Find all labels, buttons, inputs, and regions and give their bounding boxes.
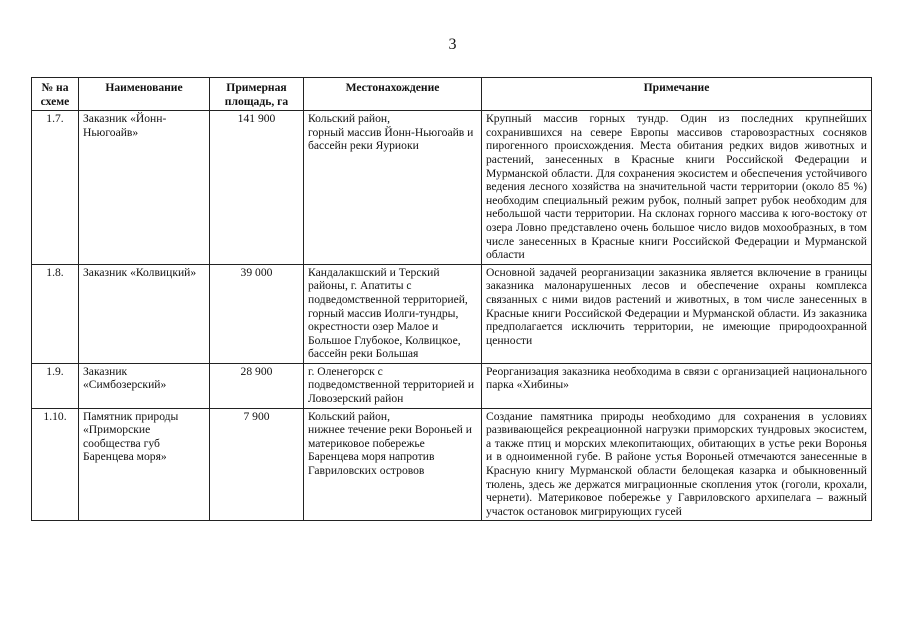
row-num: 1.10. (32, 408, 79, 521)
row-name: Заказник «Йонн-Ньюгоайв» (79, 111, 210, 265)
row-name: Заказник «Колвицкий» (79, 264, 210, 363)
row-location: г. Оленегорск с подведомственной территорией и Ловозерский район (304, 363, 482, 408)
row-num: 1.8. (32, 264, 79, 363)
header-location: Местонахождение (304, 78, 482, 111)
header-name: Наименование (79, 78, 210, 111)
header-num: № на схеме (32, 78, 79, 111)
row-location: Кандалакшский и Терский районы, г. Апатиты с подведомственной территорией, горный массив Иолги-тундры, окрестности озер Малое и Большое Глубокое, Колвицкое, бассейн реки Большая (304, 264, 482, 363)
row-note: Основной задачей реорганизации заказника является включение в границы заказника малонарушенных лесов и обеспечение охраны комплекса связанных с ними видов растений и животных, в том числе занесенных в Красные книги Российской Федерации и Мурманской области. Из заказника предполагается исключить территории, не имеющие природоохранной ценности (482, 264, 872, 363)
row-note: Крупный массив горных тундр. Один из последних крупнейших сохранившихся на севере Европы массивов старовозрастных сосняков пирогенного происхождения. Места обитания редких видов животных и растений, занесенных в Красные книги Российской Федерации и Мурманской области. Для сохранения экосистем и обеспечения устойчивого ведения лесного хозяйства на значительной части территории (около 85 %) необходим специальный режим рубок, полный запрет рубок необходим для небольшой части территории. На склонах горного массива к юго-востоку от озера Ловно представлено очень большое число видов мохообразных, в том числе занесенных в Красные книги Российской Федерации и Мурманской области (482, 111, 872, 265)
row-area: 7 900 (210, 408, 304, 521)
row-note: Создание памятника природы необходимо для сохранения в условиях развивающейся рекреационной нагрузки приморских тундровых экосистем, а также птиц и морских млекопитающих, обитающих в устье реки Воронья и в одноименной губе. В районе устья Вороньей отмечаются занесенные в Красную книгу Мурманской области белощекая казарка и обыкновенный тюлень, здесь же держатся миграционные скопления уток (гоголи, крохали, чернети). Материковое побережье у Гавриловского архипелага – важный участок остановок мигрирующих гусей (482, 408, 872, 521)
row-location: Кольский район, нижнее течение реки Вороньей и материковое побережье Баренцева моря напротив Гавриловских островов (304, 408, 482, 521)
table-header-row (32, 78, 872, 111)
page-number: 3 (448, 36, 457, 53)
row-area: 141 900 (210, 111, 304, 265)
header-note: Примечание (482, 78, 872, 111)
row-name: Памятник природы «Приморские сообщества губ Баренцева моря» (79, 408, 210, 521)
table-row (32, 363, 872, 408)
table-row (32, 264, 872, 363)
row-name: Заказник «Симбозерский» (79, 363, 210, 408)
header-area: Примерная площадь, га (210, 78, 304, 111)
row-location: Кольский район, горный массив Йонн-Ньюгоайв и бассейн реки Яуриоки (304, 111, 482, 265)
row-num: 1.9. (32, 363, 79, 408)
row-area: 39 000 (210, 264, 304, 363)
row-area: 28 900 (210, 363, 304, 408)
row-num: 1.7. (32, 111, 79, 265)
row-note: Реорганизация заказника необходима в связи с организацией национального парка «Хибины» (482, 363, 872, 408)
protected-areas-table (31, 77, 872, 521)
table-row (32, 111, 872, 265)
table-row (32, 408, 872, 521)
